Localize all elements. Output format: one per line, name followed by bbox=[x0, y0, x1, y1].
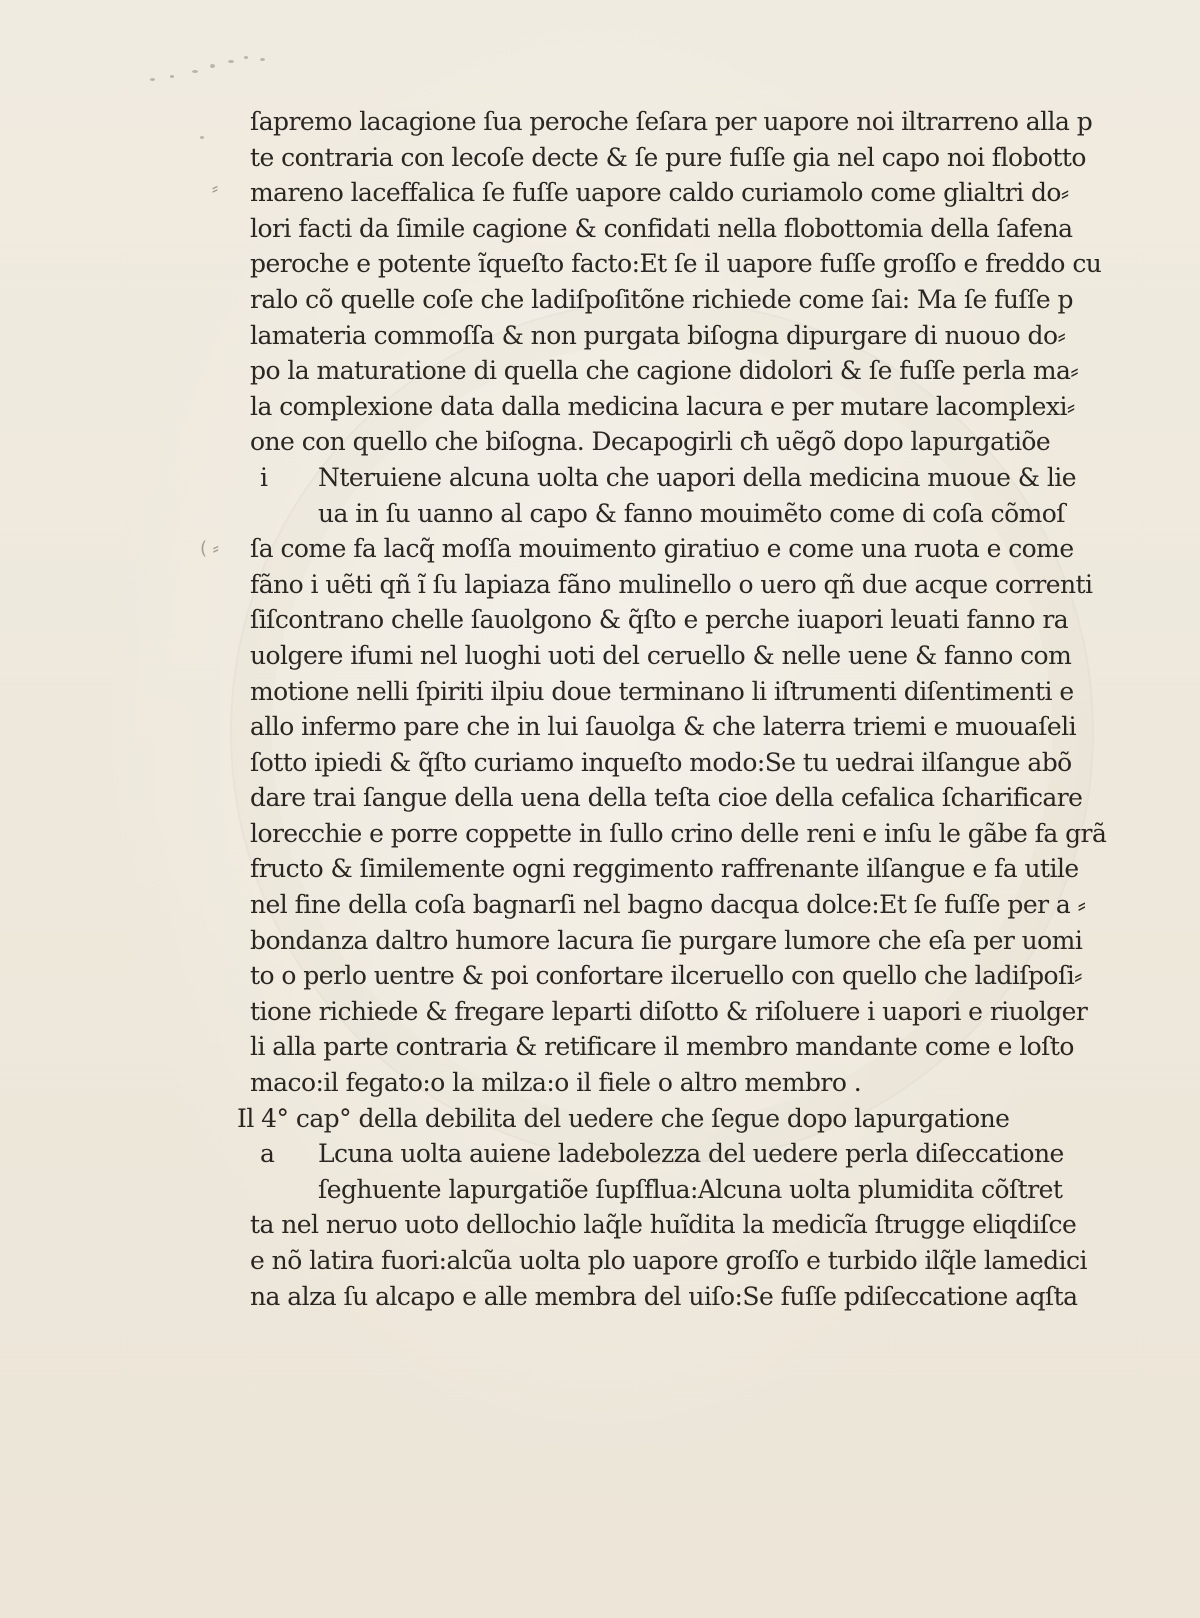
text-line: ſeghuente lapurgatiõe ſupſflua:Alcuna uolta plumidita cõſtret bbox=[318, 1174, 1063, 1204]
text-line: ſotto ipiedi & q̃ſto curiamo inqueſto modo:Se tu uedrai ilſangue abõ bbox=[250, 747, 1072, 777]
text-line: ralo cõ quelle coſe che ladiſpoſitõne richiede come ſai: Ma ſe fuſſe p bbox=[250, 284, 1073, 314]
text-line: na alza ſu alcapo e alle membra del uiſo:Se fuſſe pdiſeccatione aqſta bbox=[250, 1281, 1078, 1311]
text-line: peroche e potente ĩqueſto facto:Et ſe il uapore fuſſe groſſo e freddo cu bbox=[250, 249, 1102, 279]
text-line: po la maturatione di quella che cagione didolori & ſe fuſſe perla ma⸗ bbox=[250, 356, 1079, 386]
text-line: allo infermo pare che in lui ſauolga & che laterra triemi e muouaſeli bbox=[250, 712, 1077, 742]
text-line: Lcuna uolta auiene ladebolezza del uedere perla diſeccatione bbox=[318, 1139, 1064, 1169]
text-line: Nteruiene alcuna uolta che uapori della medicina muoue & lie bbox=[318, 462, 1076, 492]
text-line: ſapremo lacagione ſua peroche ſeſara per uapore noi iltrarreno alla p bbox=[250, 107, 1093, 136]
text-line: ſiſcontrano chelle ſauolgono & q̃ſto e perche iuapori leuati fanno ra bbox=[250, 605, 1069, 635]
text-line: maco:il fegato:o la milza:o il fiele o altro membro . bbox=[250, 1068, 862, 1098]
text-line: nel fine della coſa bagnarſi nel bagno dacqua dolce:Et ſe fuſſe per a ⸗ bbox=[250, 890, 1086, 920]
text-line: fãno i uẽti qñ ĩ ſu lapiaza fãno mulinello o uero qñ due acque correnti bbox=[250, 569, 1093, 599]
text-line: fructo & ſimilemente ogni reggimento raffrenante ilſangue e fa utile bbox=[250, 854, 1079, 884]
text-line: ua in ſu uanno al capo & fanno mouimẽto come di coſa cõmoſ bbox=[318, 498, 1065, 528]
guide-letter: a bbox=[260, 1139, 275, 1169]
text-line: ta nel neruo uoto dellochio laq̃le huĩdita la medicĩa ſtrugge eliqdiſce bbox=[250, 1210, 1077, 1240]
ink-specks bbox=[140, 50, 300, 100]
text-block bbox=[237, 104, 1110, 1314]
chapter-heading: Il 4° cap° della debilita del uedere che ſegue dopo lapurgatione bbox=[237, 1103, 1010, 1133]
text-line: mareno laceffalica ſe fuſſe uapore caldo curiamolo come glialtri do⸗ bbox=[250, 178, 1069, 208]
text-line: lori facti da ſimile cagione & confidati nella flobottomia della ſafena bbox=[250, 213, 1073, 243]
text-line: to o perlo uentre & poi confortare ilceruello con quello che ladiſpoſi⸗ bbox=[250, 961, 1082, 991]
text-line: e nõ latira fuori:alcũa uolta plo uapore groſſo e turbido ilq̃le lamedici bbox=[250, 1246, 1087, 1275]
text-line: uolgere ifumi nel luoghi uoti del ceruello & nelle uene & fanno com bbox=[250, 640, 1072, 670]
text-line: lorecchie e porre coppette in ſullo crino delle reni e inſu le gãbe fa grã bbox=[250, 818, 1107, 848]
margin-mark: ( ⸗ bbox=[200, 538, 219, 559]
text-line: dare trai ſangue della uena della teſta cioe della cefalica ſcharificare bbox=[250, 783, 1083, 813]
margin-mark: ⸗ bbox=[212, 178, 218, 199]
text-line: tione richiede & fregare leparti diſotto & riſoluere i uapori e riuolger bbox=[250, 996, 1088, 1026]
text-line: ſa come fa lacq̃ moſſa mouimento giratiuo e come una ruota e come bbox=[250, 534, 1074, 564]
text-line: li alla parte contraria & retificare il membro mandante come e loſto bbox=[250, 1032, 1074, 1062]
text-line: bondanza daltro humore lacura ſie purgare lumore che eſa per uomi bbox=[250, 925, 1083, 955]
text-line: one con quello che biſogna. Decapogirli cħ uẽgõ dopo lapurgatiõe bbox=[250, 427, 1051, 457]
section-first-line bbox=[250, 460, 1110, 496]
text-line: te contraria con lecoſe decte & ſe pure fuſſe gia nel capo noi flobotto bbox=[250, 142, 1086, 172]
section-first-line bbox=[250, 1136, 1110, 1172]
guide-letter: i bbox=[260, 462, 268, 492]
text-line: lamateria commoſſa & non purgata biſogna dipurgare di nuouo do⸗ bbox=[250, 320, 1066, 350]
text-line: la complexione data dalla medicina lacura e per mutare lacomplexi⸗ bbox=[250, 391, 1075, 421]
text-line: motione nelli ſpiriti ilpiu doue terminano li iſtrumenti diſentimenti e bbox=[250, 676, 1074, 706]
